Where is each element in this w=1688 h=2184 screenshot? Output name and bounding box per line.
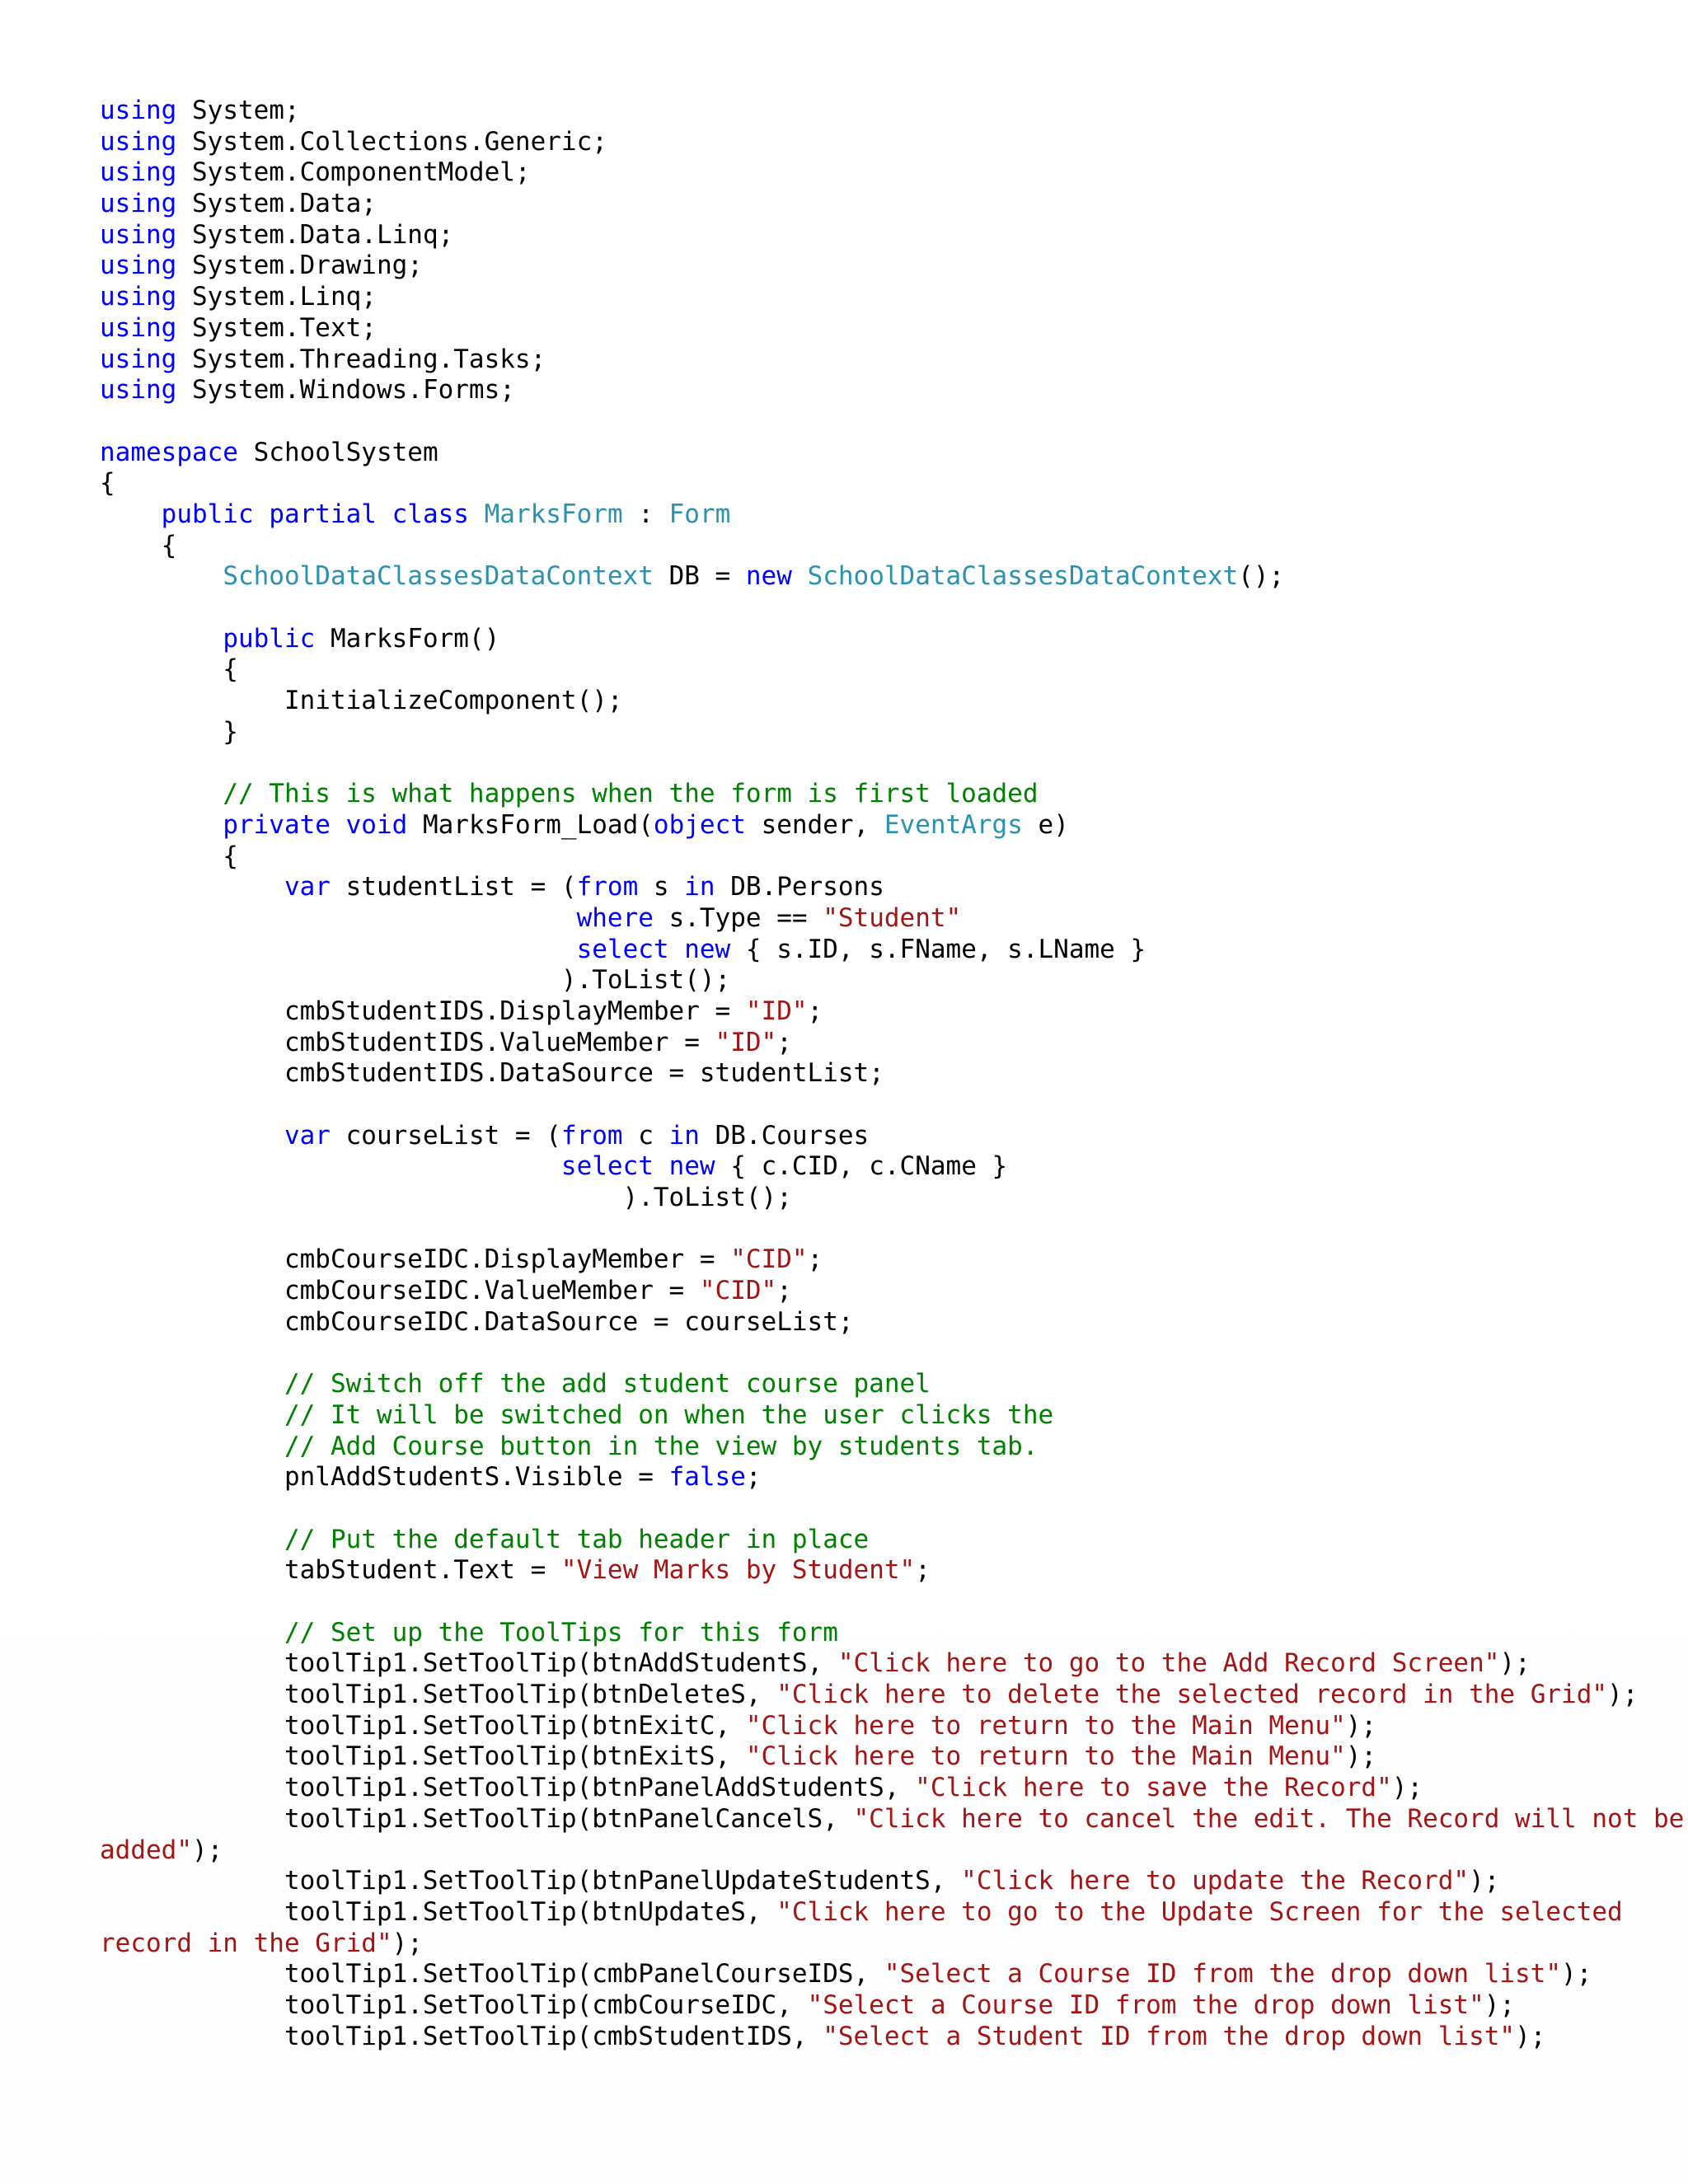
code-line <box>100 468 1666 499</box>
keyword-token: using <box>100 157 177 188</box>
code-text: DB.Persons <box>715 872 884 902</box>
code-text: System.Data; <box>176 189 377 219</box>
code-line <box>100 1432 1666 1463</box>
code-line <box>100 1058 1666 1090</box>
code-line <box>100 406 1666 438</box>
code-line <box>100 1586 1666 1618</box>
code-text: { <box>100 468 115 499</box>
keyword-token: in <box>668 1120 700 1151</box>
code-line <box>100 935 1666 966</box>
keyword-token: select <box>576 934 669 964</box>
code-line <box>100 1773 1666 1804</box>
code-text <box>100 1525 284 1554</box>
code-text: DB = <box>653 561 746 592</box>
keyword-token: where <box>576 902 654 933</box>
code-text: toolTip1.SetToolTip(cmbCourseIDC, <box>100 1990 808 2020</box>
code-line <box>100 1648 1666 1680</box>
string-token: "Click here to go to the Update Screen for the selected <box>776 1896 1623 1927</box>
code-text: s.Type == <box>653 902 823 933</box>
code-text: ); <box>1391 1773 1423 1803</box>
code-line <box>100 717 1666 748</box>
type-token: SchoolDataClassesDataContext <box>807 561 1239 592</box>
code-line <box>100 1121 1666 1152</box>
code-text: courseList = ( <box>330 1120 561 1151</box>
code-text: ; <box>776 1276 792 1306</box>
string-token: "Click here to go to the Add Record Screen" <box>837 1648 1500 1679</box>
code-line <box>100 375 1666 406</box>
comment-token: // It will be switched on when the user clicks the <box>284 1399 1054 1430</box>
code-text <box>100 1618 284 1647</box>
string-token: "View Marks by Student" <box>560 1555 916 1586</box>
code-text: toolTip1.SetToolTip(btnExitC, <box>100 1710 746 1741</box>
keyword-token: new <box>668 1151 715 1182</box>
code-line <box>100 1028 1666 1059</box>
code-text: { c.CID, c.CName } <box>715 1151 1008 1182</box>
type-token: SchoolDataClassesDataContext <box>223 561 654 592</box>
code-text: toolTip1.SetToolTip(btnPanelAddStudentS, <box>100 1773 916 1803</box>
string-token: "Click here to save the Record" <box>915 1773 1392 1803</box>
code-text: ); <box>1607 1680 1639 1710</box>
code-line <box>100 127 1666 158</box>
string-token: "CID" <box>730 1244 808 1275</box>
code-text: ).ToList(); <box>100 1183 792 1213</box>
code-text <box>100 1400 284 1430</box>
code-text: System; <box>176 96 300 125</box>
code-listing <box>100 96 1685 2052</box>
code-line <box>100 1400 1666 1432</box>
code-line <box>100 1555 1666 1586</box>
keyword-token: using <box>100 375 177 405</box>
code-text: cmbCourseIDC.ValueMember = <box>100 1276 700 1306</box>
code-line <box>100 1835 1666 1867</box>
code-line <box>100 1462 1666 1493</box>
code-line <box>100 593 1666 624</box>
code-text: SchoolSystem <box>237 437 438 467</box>
code-text <box>469 499 485 529</box>
code-text <box>331 810 346 840</box>
string-token: record in the Grid" <box>100 1928 392 1958</box>
code-text: ); <box>1515 2021 1546 2051</box>
string-token: "Click here to cancel the edit. The Record will not be <box>853 1803 1685 1834</box>
keyword-token: select <box>560 1151 654 1182</box>
string-token: added" <box>100 1835 192 1865</box>
code-text: toolTip1.SetToolTip(btnPanelUpdateStudentS, <box>100 1866 962 1896</box>
keyword-token: var <box>284 872 331 902</box>
code-line <box>100 1618 1666 1649</box>
code-line <box>100 1741 1666 1773</box>
code-text: ); <box>1469 1866 1500 1896</box>
keyword-token: void <box>345 809 408 840</box>
code-line <box>100 1711 1666 1742</box>
keyword-token: using <box>100 251 177 281</box>
code-text: studentList = ( <box>330 872 577 902</box>
code-text <box>100 561 223 591</box>
code-text: cmbCourseIDC.DataSource = courseList; <box>100 1306 854 1337</box>
code-text: MarksForm() <box>315 623 500 654</box>
code-line <box>100 1897 1666 1929</box>
code-text: toolTip1.SetToolTip(btnDeleteS, <box>100 1680 777 1710</box>
code-text <box>100 872 284 902</box>
type-token: Form <box>668 499 731 529</box>
code-line <box>100 810 1666 841</box>
code-text: InitializeComponent(); <box>100 686 623 716</box>
code-line <box>100 313 1666 344</box>
string-token: "Click here to update the Record" <box>961 1866 1470 1896</box>
keyword-token: using <box>100 189 177 219</box>
keyword-token: private <box>223 809 331 840</box>
code-line <box>100 624 1666 655</box>
code-text: s <box>638 872 685 902</box>
code-text: } <box>100 716 238 747</box>
keyword-token: public <box>223 623 316 654</box>
code-text: System.Windows.Forms; <box>176 375 515 405</box>
code-line <box>100 157 1666 189</box>
code-line <box>100 189 1666 220</box>
code-text: { <box>100 530 177 560</box>
code-text <box>100 624 223 654</box>
code-text: MarksForm_Load( <box>407 809 654 840</box>
type-token: EventArgs <box>884 809 1023 840</box>
keyword-token: using <box>100 344 177 374</box>
code-line <box>100 1959 1666 1990</box>
code-line <box>100 1525 1666 1556</box>
string-token: "ID" <box>715 1027 777 1057</box>
code-line <box>100 1803 1685 1835</box>
keyword-token: public <box>161 499 254 529</box>
code-line <box>100 1680 1666 1711</box>
code-text: ).ToList(); <box>100 965 731 996</box>
type-token: MarksForm <box>484 499 623 529</box>
keyword-token: new <box>684 934 731 964</box>
code-text: ); <box>392 1928 423 1958</box>
code-text <box>100 1369 284 1399</box>
code-line <box>100 1369 1666 1400</box>
string-token: "Select a Course ID from the drop down list" <box>807 1990 1484 2020</box>
code-text: cmbStudentIDS.DataSource = studentList; <box>100 1058 884 1089</box>
code-line <box>100 1276 1666 1307</box>
code-line <box>100 903 1666 935</box>
code-text: toolTip1.SetToolTip(cmbPanelCourseIDS, <box>100 1959 884 1990</box>
code-text <box>100 779 223 808</box>
code-text: ); <box>1561 1959 1592 1990</box>
code-line <box>100 499 1666 531</box>
code-line <box>100 1214 1666 1245</box>
code-text: e) <box>1022 809 1069 840</box>
code-line <box>100 965 1666 996</box>
keyword-token: using <box>100 219 177 250</box>
code-text: ); <box>1499 1648 1531 1679</box>
code-text: System.Text; <box>176 312 377 343</box>
code-text <box>100 1121 284 1151</box>
code-line <box>100 872 1666 903</box>
keyword-token: new <box>745 561 792 592</box>
code-text <box>100 903 577 933</box>
code-line <box>100 531 1666 562</box>
code-text: cmbCourseIDC.DisplayMember = <box>100 1244 731 1275</box>
comment-token: // Put the default tab header in place <box>284 1524 870 1554</box>
code-line <box>100 1151 1666 1183</box>
keyword-token: false <box>668 1462 746 1493</box>
code-text: ); <box>191 1835 223 1865</box>
code-text: toolTip1.SetToolTip(cmbStudentIDS, <box>100 2021 823 2051</box>
code-line <box>100 1244 1666 1276</box>
code-text <box>100 499 162 529</box>
code-text <box>100 1151 561 1181</box>
code-text: toolTip1.SetToolTip(btnExitS, <box>100 1741 746 1772</box>
comment-token: // Add Course button in the view by students tab. <box>284 1431 1039 1461</box>
code-text: { s.ID, s.FName, s.LName } <box>730 934 1146 964</box>
code-line <box>100 96 1666 127</box>
code-text: toolTip1.SetToolTip(btnPanelCancelS, <box>100 1803 854 1834</box>
string-token: "Click here to delete the selected record in the Grid" <box>776 1680 1608 1710</box>
code-line <box>100 344 1666 376</box>
keyword-token: using <box>100 126 177 157</box>
code-text: System.ComponentModel; <box>176 157 531 188</box>
code-line <box>100 251 1666 282</box>
code-text: tabStudent.Text = <box>100 1555 561 1586</box>
code-line <box>100 1866 1666 1897</box>
code-text <box>100 935 577 964</box>
code-line <box>100 1929 1666 1960</box>
keyword-token: class <box>392 499 469 529</box>
comment-token: // This is what happens when the form is first loaded <box>223 779 1039 809</box>
code-text: toolTip1.SetToolTip(btnUpdateS, <box>100 1896 777 1927</box>
keyword-token: partial <box>269 499 377 529</box>
code-line <box>100 748 1666 779</box>
keyword-token: using <box>100 282 177 312</box>
code-text: ; <box>776 1027 792 1057</box>
keyword-token: object <box>653 809 746 840</box>
keyword-token: from <box>560 1120 623 1151</box>
code-text: ; <box>745 1462 762 1493</box>
code-text: System.Drawing; <box>176 251 423 281</box>
code-text: ; <box>915 1555 931 1586</box>
code-text: { <box>100 841 238 871</box>
code-line <box>100 1493 1666 1525</box>
code-text <box>669 935 685 964</box>
code-text: (); <box>1238 561 1285 592</box>
code-text: cmbStudentIDS.ValueMember = <box>100 1027 715 1057</box>
string-token: "Click here to return to the Main Menu" <box>745 1710 1346 1741</box>
code-line <box>100 1090 1666 1121</box>
string-token: "Student" <box>823 902 962 933</box>
code-line <box>100 686 1666 717</box>
string-token: "Click here to return to the Main Menu" <box>745 1741 1346 1772</box>
code-line <box>100 438 1666 469</box>
string-token: "Select a Student ID from the drop down list" <box>823 2021 1516 2051</box>
code-line <box>100 779 1666 810</box>
code-line <box>100 1990 1666 2022</box>
string-token: "ID" <box>745 996 808 1026</box>
code-text: ; <box>807 996 823 1026</box>
code-text <box>254 499 270 529</box>
code-text: ); <box>1345 1710 1377 1741</box>
code-text: System.Linq; <box>176 282 377 312</box>
code-text <box>377 499 392 529</box>
code-text: cmbStudentIDS.DisplayMember = <box>100 996 746 1026</box>
code-line <box>100 282 1666 313</box>
code-line <box>100 1307 1666 1338</box>
code-text <box>792 561 808 591</box>
code-text: System.Data.Linq; <box>176 219 454 250</box>
code-text: System.Collections.Generic; <box>176 126 607 157</box>
code-line <box>100 2022 1666 2053</box>
code-text <box>100 1432 284 1461</box>
code-text: : <box>622 499 669 529</box>
keyword-token: var <box>284 1120 331 1151</box>
keyword-token: using <box>100 96 177 125</box>
keyword-token: from <box>576 872 639 902</box>
code-text: ); <box>1484 1990 1516 2020</box>
code-text: DB.Courses <box>699 1120 870 1151</box>
code-text: sender, <box>745 809 884 840</box>
comment-token: // Set up the ToolTips for this form <box>284 1617 838 1647</box>
code-text: c <box>622 1120 669 1151</box>
code-text: ; <box>807 1244 823 1275</box>
comment-token: // Switch off the add student course panel <box>284 1369 931 1399</box>
keyword-token: namespace <box>100 437 238 467</box>
code-line <box>100 220 1666 251</box>
code-line <box>100 1183 1666 1214</box>
code-text: toolTip1.SetToolTip(btnAddStudentS, <box>100 1648 838 1679</box>
code-text: ); <box>1345 1741 1377 1772</box>
code-text <box>100 810 223 840</box>
code-text: { <box>100 654 238 685</box>
code-line <box>100 1338 1666 1370</box>
string-token: "Select a Course ID from the drop down list" <box>884 1959 1562 1990</box>
code-line <box>100 841 1666 873</box>
code-line <box>100 654 1666 686</box>
keyword-token: in <box>684 872 715 902</box>
string-token: "CID" <box>699 1276 777 1306</box>
code-text: pnlAddStudentS.Visible = <box>100 1462 669 1493</box>
code-line <box>100 561 1666 593</box>
code-text: System.Threading.Tasks; <box>176 344 546 374</box>
keyword-token: using <box>100 312 177 343</box>
code-line <box>100 996 1666 1028</box>
code-text <box>654 1151 669 1181</box>
